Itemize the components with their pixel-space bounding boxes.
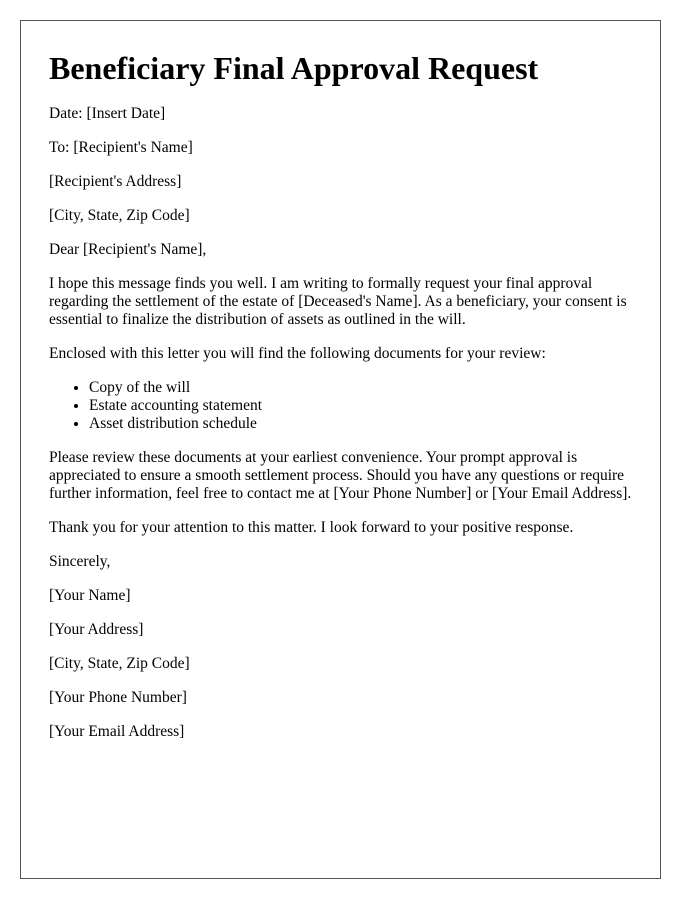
list-item: • Asset distribution schedule xyxy=(89,415,632,433)
recipient-address: [Recipient's Address] xyxy=(49,172,182,190)
letter-title: Beneficiary Final Approval Request xyxy=(49,50,539,86)
body-paragraph-intro: I hope this message finds you well. I am writing to formally request your final approval regarding the settlement of the estate of [Deceased's Name]. As a beneficiary, your consent is essential to finalize the distribution of assets as outlined in the will. xyxy=(49,274,627,328)
list-item: • Estate accounting statement xyxy=(89,397,632,415)
recipient-name-line: To: [Recipient's Name] xyxy=(49,138,193,156)
body-paragraph-enclosures: Enclosed with this letter you will find the following documents for your review: xyxy=(49,344,546,362)
recipient-city: [City, State, Zip Code] xyxy=(49,206,190,224)
sender-phone: [Your Phone Number] xyxy=(49,688,187,706)
sender-name: [Your Name] xyxy=(49,586,131,604)
body-paragraph-review: Please review these documents at your earliest convenience. Your prompt approval is appreciated to ensure a smooth settlement process. Should you have any questions or require further information, feel free to contact me at [Your Phone Number] or [Your Email Address]. xyxy=(49,448,632,502)
sender-city: [City, State, Zip Code] xyxy=(49,654,190,672)
list-item: • Copy of the will xyxy=(89,379,632,397)
salutation: Dear [Recipient's Name], xyxy=(49,240,207,258)
sender-address: [Your Address] xyxy=(49,620,144,638)
documents-list xyxy=(49,379,632,433)
letter-page xyxy=(20,20,661,879)
closing: Sincerely, xyxy=(49,552,111,570)
body-paragraph-thanks: Thank you for your attention to this matter. I look forward to your positive response. xyxy=(49,518,574,536)
sender-email: [Your Email Address] xyxy=(49,722,185,740)
date-line: Date: [Insert Date] xyxy=(49,104,166,122)
